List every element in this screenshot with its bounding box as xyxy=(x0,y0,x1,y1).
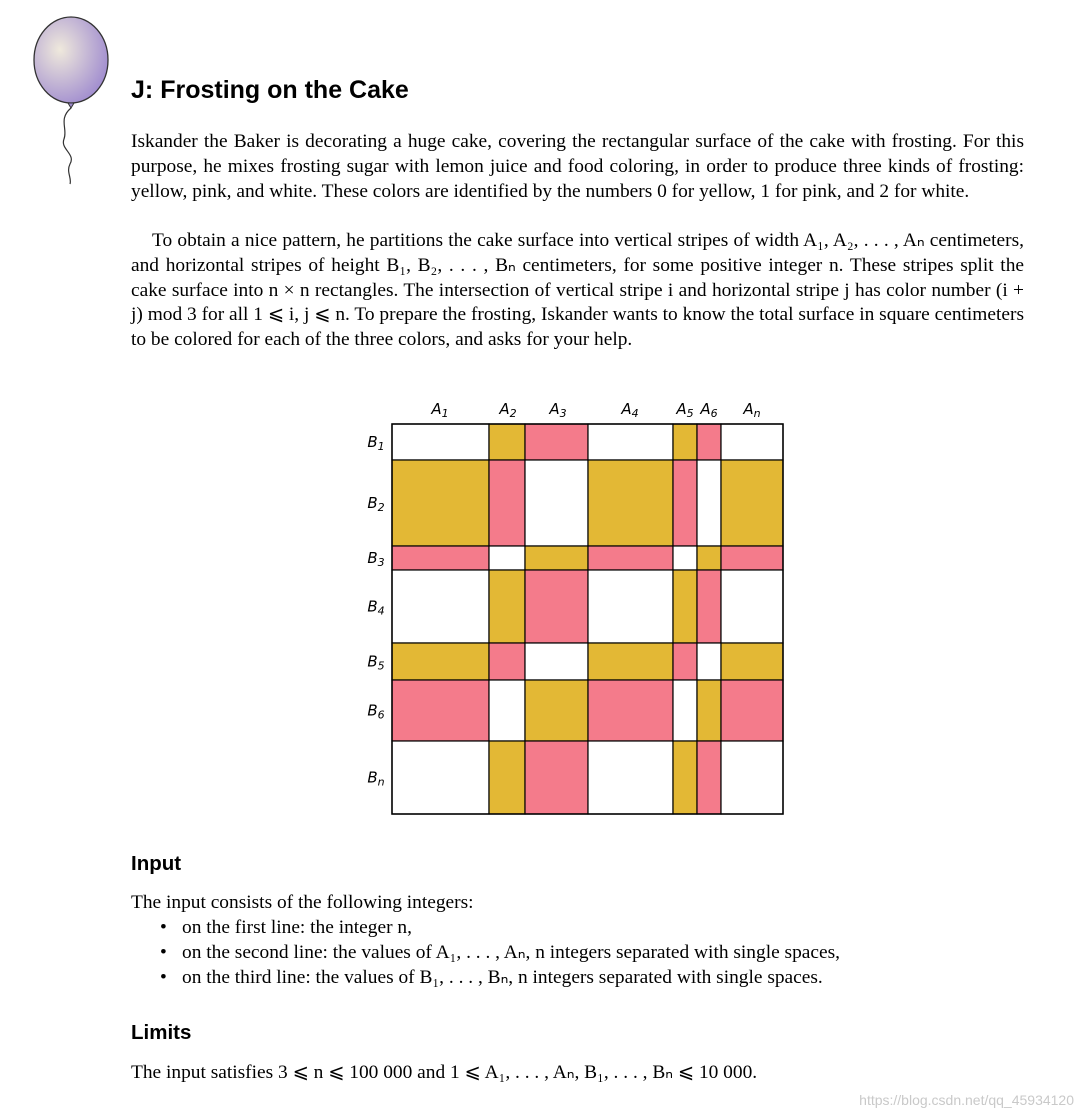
column-label: $A_5$ xyxy=(676,400,694,420)
cake-cell xyxy=(588,570,673,643)
cake-cell xyxy=(392,741,489,814)
cake-cell xyxy=(588,643,673,680)
cake-cell xyxy=(489,643,525,680)
limits-heading: Limits xyxy=(131,1021,192,1044)
input-intro: The input consists of the following integers: xyxy=(131,892,474,913)
column-label: $A_2$ xyxy=(499,400,517,420)
cake-cell xyxy=(721,643,783,680)
cake-cell xyxy=(673,680,697,741)
cake-cell xyxy=(489,546,525,570)
row-label: $B_4$ xyxy=(367,597,385,618)
cake-cell xyxy=(673,643,697,680)
cake-cell xyxy=(525,643,588,680)
cake-cell xyxy=(697,460,721,546)
cake-cell xyxy=(697,643,721,680)
bullet: • xyxy=(160,966,167,988)
cake-cell xyxy=(721,570,783,643)
input-heading: Input xyxy=(131,852,182,875)
statement-paragraph-1: Iskander the Baker is decorating a huge cake, covering the rectangular surface of the cake with frosting. For this purpose, he mixes frosting sugar with lemon juice and food coloring, in order to produce three kinds of frosting: yellow, pink, and white. These colors are identified by the numbers 0 for yellow, 1 for pink, and 2 for white. xyxy=(131,131,1024,202)
statement-paragraph-2: To obtain a nice pattern, he partitions the cake surface into vertical stripes of width A₁, A₂, . . . , Aₙ centimeters, and horizontal stripes of height B₁, B₂, . . . , Bₙ centimeters, for some positive integer n. These stripes split the cake surface into n × n rectangles. The intersection of vertical stripe i and horizontal stripe j has color number (i + j) mod 3 for all 1 ⩽ i, j ⩽ n. To prepare the frosting, Iskander wants to know the total surface in square centimeters to be colored for each of the three colors, and asks for your help. xyxy=(131,230,1024,351)
cake-cell xyxy=(673,570,697,643)
input-list xyxy=(160,916,840,990)
title-prefix: J: xyxy=(131,76,154,104)
cake-cell xyxy=(697,424,721,460)
cake-cell xyxy=(392,546,489,570)
cake-cell xyxy=(489,424,525,460)
input-item-text: on the third line: the values of B₁, . . . , Bₙ, n integers separated with single spaces. xyxy=(182,966,823,988)
cake-cell xyxy=(721,460,783,546)
cake-cell xyxy=(392,643,489,680)
column-label: $A_6$ xyxy=(700,400,718,420)
column-label: $A_3$ xyxy=(549,400,567,420)
cake-cell xyxy=(721,546,783,570)
cake-cell xyxy=(489,741,525,814)
bullet: • xyxy=(160,917,167,938)
input-item xyxy=(160,941,840,966)
row-label: $B_6$ xyxy=(367,701,385,722)
cake-cell xyxy=(525,546,588,570)
input-item xyxy=(160,966,840,991)
cake-cell xyxy=(697,680,721,741)
cake-cell xyxy=(588,546,673,570)
input-item-text: on the first line: the integer n, xyxy=(182,917,412,938)
limits-text: The input satisfies 3 ⩽ n ⩽ 100 000 and 1 ⩽ A₁, . . . , Aₙ, B₁, . . . , Bₙ ⩽ 10 000. xyxy=(131,1062,758,1083)
cake-cell xyxy=(721,741,783,814)
cake-cell xyxy=(588,424,673,460)
cake-cell xyxy=(489,680,525,741)
input-item-text: on the second line: the values of A₁, . . . , Aₙ, n integers separated with single spaces, xyxy=(182,941,840,963)
cake-cell xyxy=(392,570,489,643)
cake-cell xyxy=(721,424,783,460)
row-label: $B_2$ xyxy=(367,494,385,514)
watermark: https://blog.csdn.net/qq_45934120 xyxy=(859,1092,1074,1108)
cake-cell xyxy=(525,741,588,814)
row-label: $B_1$ xyxy=(367,433,385,453)
row-label: $B_3$ xyxy=(367,549,385,569)
cake-cell xyxy=(697,546,721,570)
title-text: Frosting on the Cake xyxy=(160,76,409,104)
bullet: • xyxy=(160,941,167,963)
cake-cell xyxy=(392,424,489,460)
cake-cell xyxy=(697,570,721,643)
cake-cell xyxy=(489,460,525,546)
cake-cell xyxy=(392,680,489,741)
column-label: $A_4$ xyxy=(621,400,639,420)
cake-cell xyxy=(721,680,783,741)
cake-cell xyxy=(489,570,525,643)
input-item xyxy=(160,916,840,941)
cake-cell xyxy=(392,460,489,546)
cake-cell xyxy=(673,546,697,570)
cake-cell xyxy=(588,460,673,546)
cake-cell xyxy=(673,460,697,546)
column-label: $A_n$ xyxy=(743,400,761,420)
row-label: $B_5$ xyxy=(367,652,385,673)
cake-cell xyxy=(673,424,697,460)
column-label: $A_1$ xyxy=(431,400,449,420)
cake-cell xyxy=(697,741,721,814)
cake-cell xyxy=(525,424,588,460)
cake-cell xyxy=(525,570,588,643)
cake-cell xyxy=(673,741,697,814)
cake-cell xyxy=(588,680,673,741)
cake-cell xyxy=(588,741,673,814)
cake-cell xyxy=(525,460,588,546)
row-label: $B_n$ xyxy=(367,768,385,789)
cake-cell xyxy=(525,680,588,741)
